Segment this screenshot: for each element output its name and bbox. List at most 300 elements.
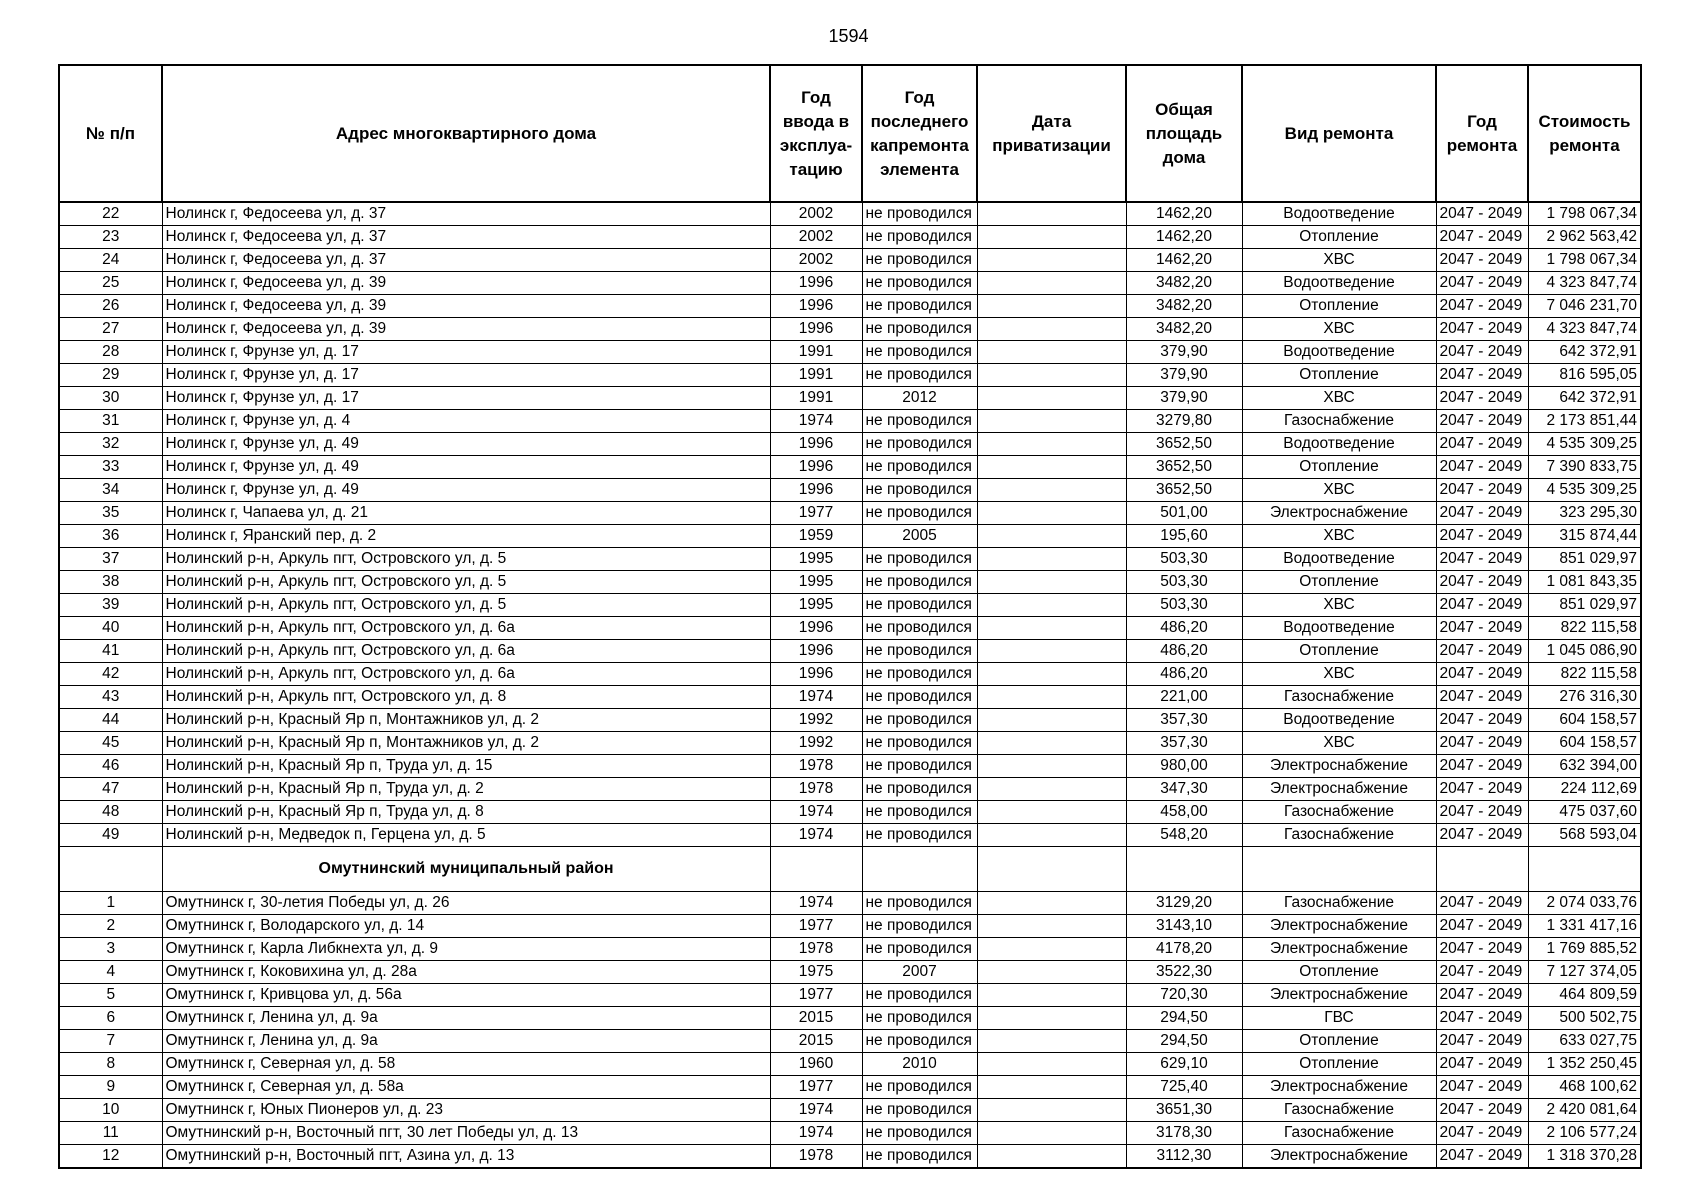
cell-number: 39 [59,594,162,617]
cell-cost: 323 295,30 [1528,502,1641,525]
cell-year-built: 1974 [770,1099,862,1122]
header-address: Адрес многоквартирного дома [162,65,770,202]
cell-repair-year: 2047 - 2049 [1436,456,1528,479]
table-row [59,502,1641,525]
cell-year-built: 1974 [770,801,862,824]
cell-year-built: 1996 [770,295,862,318]
cell-number: 11 [59,1122,162,1145]
table-row [59,1053,1641,1076]
cell-repair-type: Газоснабжение [1242,801,1436,824]
cell-repair-type: Водоотведение [1242,548,1436,571]
table-row [59,640,1641,663]
table-row [59,938,1641,961]
table-row [59,272,1641,295]
cell-cost: 568 593,04 [1528,824,1641,847]
cell-address: Омутнинский р-н, Восточный пгт, 30 лет Победы ул, д. 13 [162,1122,770,1145]
cell-cost: 2 962 563,42 [1528,226,1641,249]
table-row [59,755,1641,778]
cell-repair-type: Водоотведение [1242,433,1436,456]
table-row [59,732,1641,755]
cell-address: Нолинский р-н, Аркуль пгт, Островского ул, д. 5 [162,548,770,571]
cell-area: 4178,20 [1126,938,1242,961]
cell-cost: 1 798 067,34 [1528,249,1641,272]
section-row-group [59,847,1641,892]
cell-address: Нолинск г, Фрунзе ул, д. 49 [162,456,770,479]
header-year-built: Год ввода в эксплуа-тацию [770,65,862,202]
table-row [59,341,1641,364]
table-header-row [59,65,1641,202]
cell-repair-year: 2047 - 2049 [1436,892,1528,915]
cell-last-repair: не проводился [862,456,977,479]
cell-repair-type: Газоснабжение [1242,892,1436,915]
cell-privatization [977,341,1126,364]
cell-privatization [977,249,1126,272]
cell-repair-type: ХВС [1242,594,1436,617]
table-row [59,202,1641,226]
table-row [59,1099,1641,1122]
cell-cost: 2 173 851,44 [1528,410,1641,433]
cell-privatization [977,1030,1126,1053]
cell-area: 3129,20 [1126,892,1242,915]
cell-number: 8 [59,1053,162,1076]
cell-number: 33 [59,456,162,479]
cell-last-repair: не проводился [862,479,977,502]
cell-number: 24 [59,249,162,272]
cell-repair-year: 2047 - 2049 [1436,709,1528,732]
cell-number: 48 [59,801,162,824]
table-row [59,594,1641,617]
cell-repair-year: 2047 - 2049 [1436,295,1528,318]
section-empty-cell [1528,847,1641,892]
cell-repair-year: 2047 - 2049 [1436,525,1528,548]
cell-number: 47 [59,778,162,801]
table-row [59,387,1641,410]
section-empty-cell [1436,847,1528,892]
cell-last-repair: не проводился [862,364,977,387]
cell-year-built: 1977 [770,1076,862,1099]
cell-number: 37 [59,548,162,571]
cell-last-repair: не проводился [862,1145,977,1169]
cell-repair-year: 2047 - 2049 [1436,686,1528,709]
cell-area: 3178,30 [1126,1122,1242,1145]
cell-area: 548,20 [1126,824,1242,847]
cell-number: 6 [59,1007,162,1030]
cell-last-repair: не проводился [862,778,977,801]
cell-last-repair: не проводился [862,272,977,295]
section-empty-cell [977,847,1126,892]
table-row [59,364,1641,387]
cell-address: Нолинск г, Федосеева ул, д. 39 [162,295,770,318]
cell-address: Нолинский р-н, Аркуль пгт, Островского ул, д. 6а [162,640,770,663]
cell-address: Нолинский р-н, Красный Яр п, Труда ул, д. 2 [162,778,770,801]
cell-area: 347,30 [1126,778,1242,801]
cell-year-built: 1996 [770,456,862,479]
cell-last-repair: не проводился [862,341,977,364]
cell-area: 221,00 [1126,686,1242,709]
cell-privatization [977,640,1126,663]
cell-number: 12 [59,1145,162,1169]
cell-repair-year: 2047 - 2049 [1436,1076,1528,1099]
cell-area: 458,00 [1126,801,1242,824]
cell-area: 195,60 [1126,525,1242,548]
cell-address: Нолинский р-н, Аркуль пгт, Островского ул, д. 6а [162,663,770,686]
cell-privatization [977,1007,1126,1030]
cell-repair-type: Электроснабжение [1242,778,1436,801]
page-number: 1594 [828,26,869,46]
section-empty-cell [59,847,162,892]
cell-repair-year: 2047 - 2049 [1436,502,1528,525]
cell-privatization [977,202,1126,226]
cell-privatization [977,548,1126,571]
cell-privatization [977,824,1126,847]
section-empty-cell [1126,847,1242,892]
cell-year-built: 1959 [770,525,862,548]
cell-address: Нолинский р-н, Аркуль пгт, Островского ул, д. 6а [162,617,770,640]
cell-area: 379,90 [1126,387,1242,410]
cell-year-built: 1992 [770,709,862,732]
cell-cost: 315 874,44 [1528,525,1641,548]
cell-area: 629,10 [1126,1053,1242,1076]
cell-privatization [977,892,1126,915]
cell-address: Нолинск г, Чапаева ул, д. 21 [162,502,770,525]
cell-privatization [977,663,1126,686]
cell-area: 3652,50 [1126,456,1242,479]
cell-number: 9 [59,1076,162,1099]
cell-last-repair: не проводился [862,295,977,318]
cell-number: 38 [59,571,162,594]
table-row [59,801,1641,824]
header-privatization: Дата приватизации [977,65,1126,202]
cell-privatization [977,1145,1126,1169]
cell-privatization [977,1122,1126,1145]
cell-address: Омутнинск г, Северная ул, д. 58а [162,1076,770,1099]
cell-privatization [977,571,1126,594]
cell-last-repair: 2012 [862,387,977,410]
cell-cost: 2 420 081,64 [1528,1099,1641,1122]
cell-last-repair: 2005 [862,525,977,548]
cell-last-repair: не проводился [862,617,977,640]
cell-repair-type: Водоотведение [1242,341,1436,364]
cell-address: Омутнинск г, 30-летия Победы ул, д. 26 [162,892,770,915]
cell-privatization [977,226,1126,249]
cell-privatization [977,1053,1126,1076]
cell-year-built: 2015 [770,1007,862,1030]
cell-repair-year: 2047 - 2049 [1436,1145,1528,1169]
cell-year-built: 1978 [770,938,862,961]
cell-repair-year: 2047 - 2049 [1436,571,1528,594]
cell-number: 10 [59,1099,162,1122]
cell-area: 980,00 [1126,755,1242,778]
cell-year-built: 1996 [770,479,862,502]
cell-last-repair: не проводился [862,318,977,341]
cell-number: 4 [59,961,162,984]
cell-repair-year: 2047 - 2049 [1436,226,1528,249]
cell-address: Омутнинск г, Карла Либкнехта ул, д. 9 [162,938,770,961]
cell-year-built: 1996 [770,433,862,456]
cell-address: Нолинск г, Фрунзе ул, д. 17 [162,364,770,387]
cell-area: 3482,20 [1126,318,1242,341]
cell-area: 379,90 [1126,341,1242,364]
cell-year-built: 1978 [770,1145,862,1169]
cell-area: 486,20 [1126,663,1242,686]
cell-repair-year: 2047 - 2049 [1436,801,1528,824]
cell-repair-type: Электроснабжение [1242,755,1436,778]
cell-year-built: 1991 [770,364,862,387]
cell-address: Омутнинск г, Ленина ул, д. 9а [162,1030,770,1053]
cell-repair-type: Электроснабжение [1242,984,1436,1007]
table-row [59,778,1641,801]
cell-address: Омутнинск г, Кривцова ул, д. 56а [162,984,770,1007]
cell-year-built: 1995 [770,571,862,594]
cell-last-repair: 2010 [862,1053,977,1076]
table-row [59,617,1641,640]
cell-year-built: 1974 [770,892,862,915]
cell-year-built: 1996 [770,272,862,295]
cell-last-repair: не проводился [862,1007,977,1030]
cell-address: Нолинск г, Федосеева ул, д. 37 [162,226,770,249]
cell-privatization [977,410,1126,433]
cell-repair-year: 2047 - 2049 [1436,479,1528,502]
cell-address: Нолинский р-н, Красный Яр п, Монтажников ул, д. 2 [162,709,770,732]
cell-year-built: 1991 [770,387,862,410]
cell-repair-type: Электроснабжение [1242,1076,1436,1099]
cell-address: Нолинский р-н, Красный Яр п, Труда ул, д. 15 [162,755,770,778]
cell-cost: 7 046 231,70 [1528,295,1641,318]
cell-address: Нолинск г, Фрунзе ул, д. 49 [162,479,770,502]
cell-repair-year: 2047 - 2049 [1436,1122,1528,1145]
cell-repair-type: Отопление [1242,226,1436,249]
cell-area: 357,30 [1126,732,1242,755]
cell-repair-year: 2047 - 2049 [1436,364,1528,387]
table-row [59,410,1641,433]
cell-repair-year: 2047 - 2049 [1436,732,1528,755]
cell-repair-year: 2047 - 2049 [1436,961,1528,984]
cell-cost: 1 798 067,34 [1528,202,1641,226]
section-empty-cell [862,847,977,892]
cell-cost: 822 115,58 [1528,617,1641,640]
cell-number: 28 [59,341,162,364]
cell-repair-type: Газоснабжение [1242,686,1436,709]
cell-repair-year: 2047 - 2049 [1436,202,1528,226]
header-cost: Стоимость ремонта [1528,65,1641,202]
cell-last-repair: не проводился [862,1099,977,1122]
cell-year-built: 1977 [770,984,862,1007]
cell-area: 3652,50 [1126,479,1242,502]
cell-privatization [977,387,1126,410]
table-row [59,1145,1641,1169]
cell-cost: 851 029,97 [1528,594,1641,617]
cell-year-built: 1996 [770,617,862,640]
cell-year-built: 1974 [770,686,862,709]
cell-year-built: 1978 [770,778,862,801]
table-row [59,249,1641,272]
cell-repair-type: ХВС [1242,663,1436,686]
cell-cost: 7 390 833,75 [1528,456,1641,479]
cell-privatization [977,364,1126,387]
cell-repair-year: 2047 - 2049 [1436,984,1528,1007]
header-num: № п/п [59,65,162,202]
cell-year-built: 1977 [770,502,862,525]
cell-repair-type: ХВС [1242,525,1436,548]
cell-last-repair: не проводился [862,640,977,663]
cell-repair-type: Отопление [1242,640,1436,663]
section-title: Омутнинский муниципальный район [162,847,770,892]
cell-cost: 633 027,75 [1528,1030,1641,1053]
cell-year-built: 1991 [770,341,862,364]
cell-number: 42 [59,663,162,686]
cell-year-built: 1978 [770,755,862,778]
cell-cost: 4 323 847,74 [1528,272,1641,295]
cell-last-repair: не проводился [862,571,977,594]
table-row [59,226,1641,249]
cell-cost: 642 372,91 [1528,387,1641,410]
cell-year-built: 1974 [770,410,862,433]
cell-last-repair: не проводился [862,1030,977,1053]
cell-number: 23 [59,226,162,249]
cell-repair-type: Водоотведение [1242,202,1436,226]
table-row [59,1007,1641,1030]
cell-privatization [977,318,1126,341]
cell-repair-year: 2047 - 2049 [1436,433,1528,456]
cell-cost: 7 127 374,05 [1528,961,1641,984]
cell-privatization [977,961,1126,984]
cell-cost: 816 595,05 [1528,364,1641,387]
cell-privatization [977,272,1126,295]
cell-last-repair: не проводился [862,1122,977,1145]
cell-area: 357,30 [1126,709,1242,732]
cell-number: 31 [59,410,162,433]
cell-privatization [977,617,1126,640]
cell-year-built: 1992 [770,732,862,755]
cell-address: Омутнинск г, Коковихина ул, д. 28а [162,961,770,984]
cell-privatization [977,456,1126,479]
cell-repair-type: Водоотведение [1242,272,1436,295]
cell-address: Нолинск г, Фрунзе ул, д. 17 [162,341,770,364]
cell-repair-type: Электроснабжение [1242,502,1436,525]
cell-repair-type: Газоснабжение [1242,410,1436,433]
section-row [59,847,1641,892]
cell-last-repair: не проводился [862,226,977,249]
cell-cost: 642 372,91 [1528,341,1641,364]
cell-privatization [977,732,1126,755]
cell-repair-year: 2047 - 2049 [1436,318,1528,341]
cell-repair-year: 2047 - 2049 [1436,1030,1528,1053]
cell-repair-type: Электроснабжение [1242,915,1436,938]
section-empty-cell [770,847,862,892]
table-row [59,824,1641,847]
cell-repair-year: 2047 - 2049 [1436,249,1528,272]
cell-area: 294,50 [1126,1030,1242,1053]
cell-address: Нолинск г, Фрунзе ул, д. 49 [162,433,770,456]
cell-address: Нолинск г, Яранский пер, д. 2 [162,525,770,548]
cell-repair-type: ХВС [1242,479,1436,502]
cell-number: 3 [59,938,162,961]
cell-privatization [977,433,1126,456]
cell-privatization [977,709,1126,732]
cell-repair-type: Газоснабжение [1242,824,1436,847]
cell-privatization [977,479,1126,502]
cell-privatization [977,778,1126,801]
cell-cost: 1 331 417,16 [1528,915,1641,938]
cell-repair-type: Водоотведение [1242,617,1436,640]
repair-register-table [58,64,1642,1169]
cell-last-repair: не проводился [862,502,977,525]
cell-area: 3522,30 [1126,961,1242,984]
cell-cost: 1 081 843,35 [1528,571,1641,594]
cell-cost: 4 535 309,25 [1528,479,1641,502]
table-row [59,984,1641,1007]
cell-area: 3279,80 [1126,410,1242,433]
cell-privatization [977,686,1126,709]
cell-privatization [977,1099,1126,1122]
cell-area: 3482,20 [1126,272,1242,295]
cell-number: 49 [59,824,162,847]
cell-year-built: 2002 [770,249,862,272]
cell-privatization [977,594,1126,617]
cell-area: 3112,30 [1126,1145,1242,1169]
header-repair-type: Вид ремонта [1242,65,1436,202]
cell-repair-year: 2047 - 2049 [1436,640,1528,663]
cell-area: 3143,10 [1126,915,1242,938]
cell-area: 379,90 [1126,364,1242,387]
cell-year-built: 2002 [770,226,862,249]
cell-number: 29 [59,364,162,387]
cell-address: Омутнинск г, Северная ул, д. 58 [162,1053,770,1076]
cell-last-repair: не проводился [862,732,977,755]
cell-number: 35 [59,502,162,525]
cell-repair-year: 2047 - 2049 [1436,272,1528,295]
cell-repair-year: 2047 - 2049 [1436,938,1528,961]
cell-cost: 500 502,75 [1528,1007,1641,1030]
table-row [59,663,1641,686]
cell-area: 486,20 [1126,617,1242,640]
table-row [59,961,1641,984]
cell-repair-year: 2047 - 2049 [1436,387,1528,410]
cell-repair-type: ХВС [1242,732,1436,755]
cell-address: Нолинск г, Федосеева ул, д. 39 [162,272,770,295]
cell-address: Омутнинский р-н, Восточный пгт, Азина ул, д. 13 [162,1145,770,1169]
cell-repair-year: 2047 - 2049 [1436,824,1528,847]
cell-cost: 1 769 885,52 [1528,938,1641,961]
cell-cost: 464 809,59 [1528,984,1641,1007]
cell-address: Нолинск г, Федосеева ул, д. 37 [162,249,770,272]
cell-year-built: 1996 [770,640,862,663]
cell-privatization [977,295,1126,318]
table-row [59,1122,1641,1145]
cell-year-built: 1977 [770,915,862,938]
cell-area: 501,00 [1126,502,1242,525]
cell-last-repair: не проводился [862,824,977,847]
cell-last-repair: не проводился [862,686,977,709]
cell-year-built: 2002 [770,202,862,226]
cell-cost: 4 323 847,74 [1528,318,1641,341]
cell-cost: 468 100,62 [1528,1076,1641,1099]
cell-repair-type: Отопление [1242,364,1436,387]
cell-number: 2 [59,915,162,938]
table-row [59,709,1641,732]
cell-cost: 2 106 577,24 [1528,1122,1641,1145]
table-row [59,571,1641,594]
cell-area: 503,30 [1126,548,1242,571]
cell-number: 43 [59,686,162,709]
table-row [59,479,1641,502]
cell-repair-year: 2047 - 2049 [1436,1007,1528,1030]
cell-address: Нолинский р-н, Красный Яр п, Труда ул, д. 8 [162,801,770,824]
cell-cost: 1 352 250,45 [1528,1053,1641,1076]
section-empty-cell [1242,847,1436,892]
table-row [59,318,1641,341]
cell-last-repair: не проводился [862,709,977,732]
